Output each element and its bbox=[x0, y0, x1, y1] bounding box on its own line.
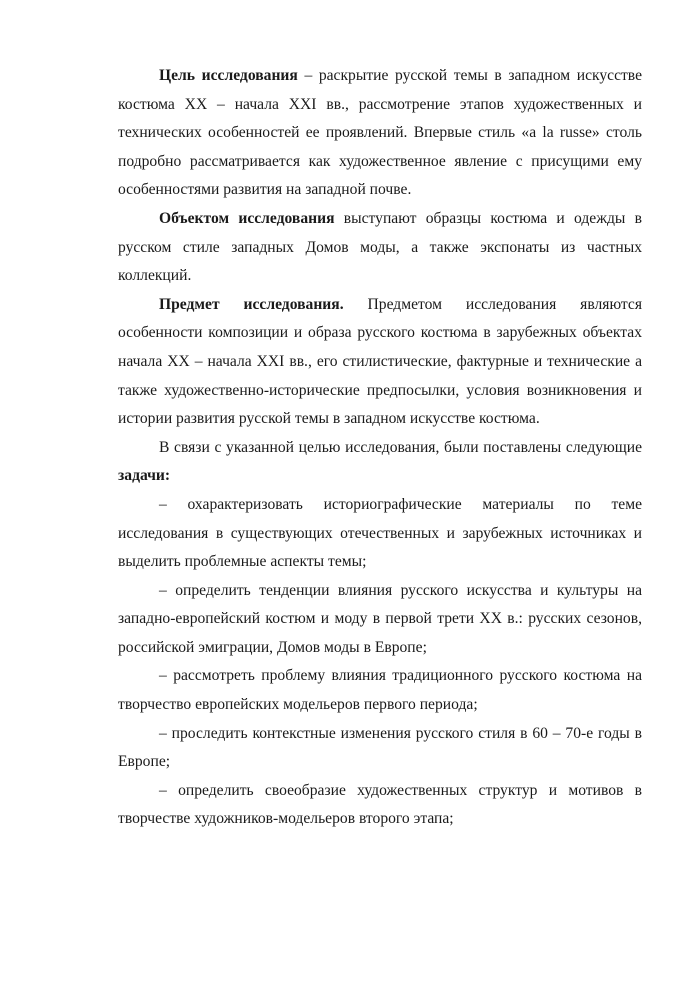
goal-heading: Цель исследования bbox=[159, 67, 298, 84]
tasks-heading: задачи: bbox=[118, 467, 171, 485]
paragraph-subject bbox=[118, 291, 642, 434]
paragraph-tasks-intro bbox=[118, 434, 642, 491]
task-item: – рассмотреть проблему влияния традиционного русского костюма на творчество европейских модельеров первого периода; bbox=[118, 667, 642, 714]
paragraph-object bbox=[118, 205, 642, 291]
task-item: – охарактеризовать историографические материалы по теме исследования в существующих отечественных и зарубежных источниках и выделить проблемные аспекты темы; bbox=[118, 495, 642, 571]
object-text: выступают образцы костюма и одежды в русском стиле западных Домов моды, а также экспонаты из частных коллекций. bbox=[118, 209, 642, 285]
tasks-intro-text: В связи с указанной целью исследования, были поставлены следующие bbox=[159, 438, 642, 456]
paragraph-goal bbox=[118, 62, 642, 205]
subject-text: Предметом исследования являются особенности композиции и образа русского костюма в зарубежных объектах начала XX – начала XXI вв., его стилистические, фактурные и технические а также художественно-исторические предпосылки, условия возникновения и истории развития русской темы в западном искусстве костюма. bbox=[118, 295, 642, 428]
document-page bbox=[118, 62, 642, 834]
task-item: – определить своеобразие художественных структур и мотивов в творчестве художников-модельеров второго этапа; bbox=[118, 781, 642, 828]
task-item: – проследить контекстные изменения русского стиля в 60 – 70-е годы в Европе; bbox=[118, 724, 642, 771]
goal-text: – раскрытие русской темы в западном искусстве костюма XX – начала XXI вв., рассмотрение этапов художественных и технических особенностей ее проявлений. Впервые стиль «a la russe» столь подробно рассматривается как художественное явление с присущими ему особенностями развития на западной почве. bbox=[118, 67, 642, 199]
task-item: – определить тенденции влияния русского искусства и культуры на западно-европейский костюм и моду в первой трети XX в.: русских сезонов, российской эмиграции, Домов моды в Европе; bbox=[118, 581, 642, 656]
object-heading: Объектом исследования bbox=[159, 209, 335, 227]
subject-heading: Предмет исследования. bbox=[159, 295, 344, 313]
